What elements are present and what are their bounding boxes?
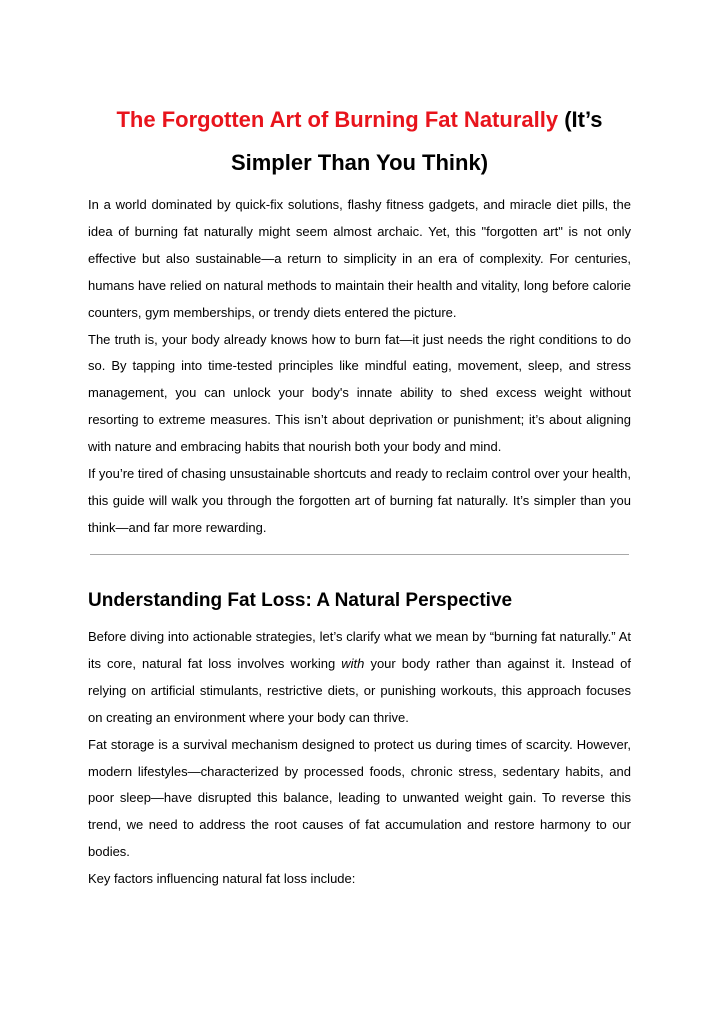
intro-paragraph-2: The truth is, your body already knows how to burn fat—it just needs the right conditions to do so. By tapping into time-tested principles like mindful eating, movement, sleep, and stress management, you can unlock your body's innate ability to shed excess weight without resorting to extreme measures. This isn’t about deprivation or punishment; it’s about aligning with nature and embracing habits that nourish both your body and mind. <box>88 331 631 455</box>
horizontal-divider <box>90 554 629 555</box>
title-red-part: The Forgotten Art of Burning Fat Naturally <box>116 107 559 132</box>
section-paragraph-1-italic: with <box>341 655 365 671</box>
intro-paragraph-1: In a world dominated by quick-fix solutions, flashy fitness gadgets, and miracle diet pills, the idea of burning fat naturally might seem almost archaic. Yet, this "forgotten art" is not only effective but also sustainable—a return to simplicity in an era of complexity. For centuries, humans have relied on natural methods to maintain their health and vitality, long before calorie counters, gym memberships, or trendy diets entered the picture. <box>88 197 631 320</box>
section-paragraph-2: Fat storage is a survival mechanism designed to protect us during times of scarcity. However, modern lifestyles—characterized by processed foods, chronic stress, sedentary habits, and poor sleep—have disrupted this balance, leading to unwanted weight gain. To reverse this trend, we need to address the root causes of fat accumulation and restore harmony to our bodies. <box>88 736 631 860</box>
section-heading: Understanding Fat Loss: A Natural Perspective <box>88 590 513 611</box>
section-paragraph-1 <box>88 624 631 732</box>
document-title <box>88 98 631 184</box>
intro-section <box>88 192 631 542</box>
section-paragraph-1-end: your body rather than against it. Instead of relying on artificial stimulants, restrictive diets, or punishing workouts, this approach focuses on creating an environment where your body can thrive. <box>88 655 631 725</box>
intro-paragraph-3: If you’re tired of chasing unsustainable shortcuts and ready to reclaim control over your health, this guide will walk you through the forgotten art of burning fat naturally. It’s simpler than you think—and far more rewarding. <box>88 466 631 535</box>
section-paragraph-1-start: Before diving into actionable strategies, let’s clarify what we mean by “burning fat naturally.” At its core, natural fat loss involves working <box>88 629 631 671</box>
section-body <box>88 624 631 893</box>
section-paragraph-3: Key factors influencing natural fat loss include: <box>88 871 356 887</box>
title-black-part: (It’s Simpler Than You Think) <box>230 107 603 175</box>
